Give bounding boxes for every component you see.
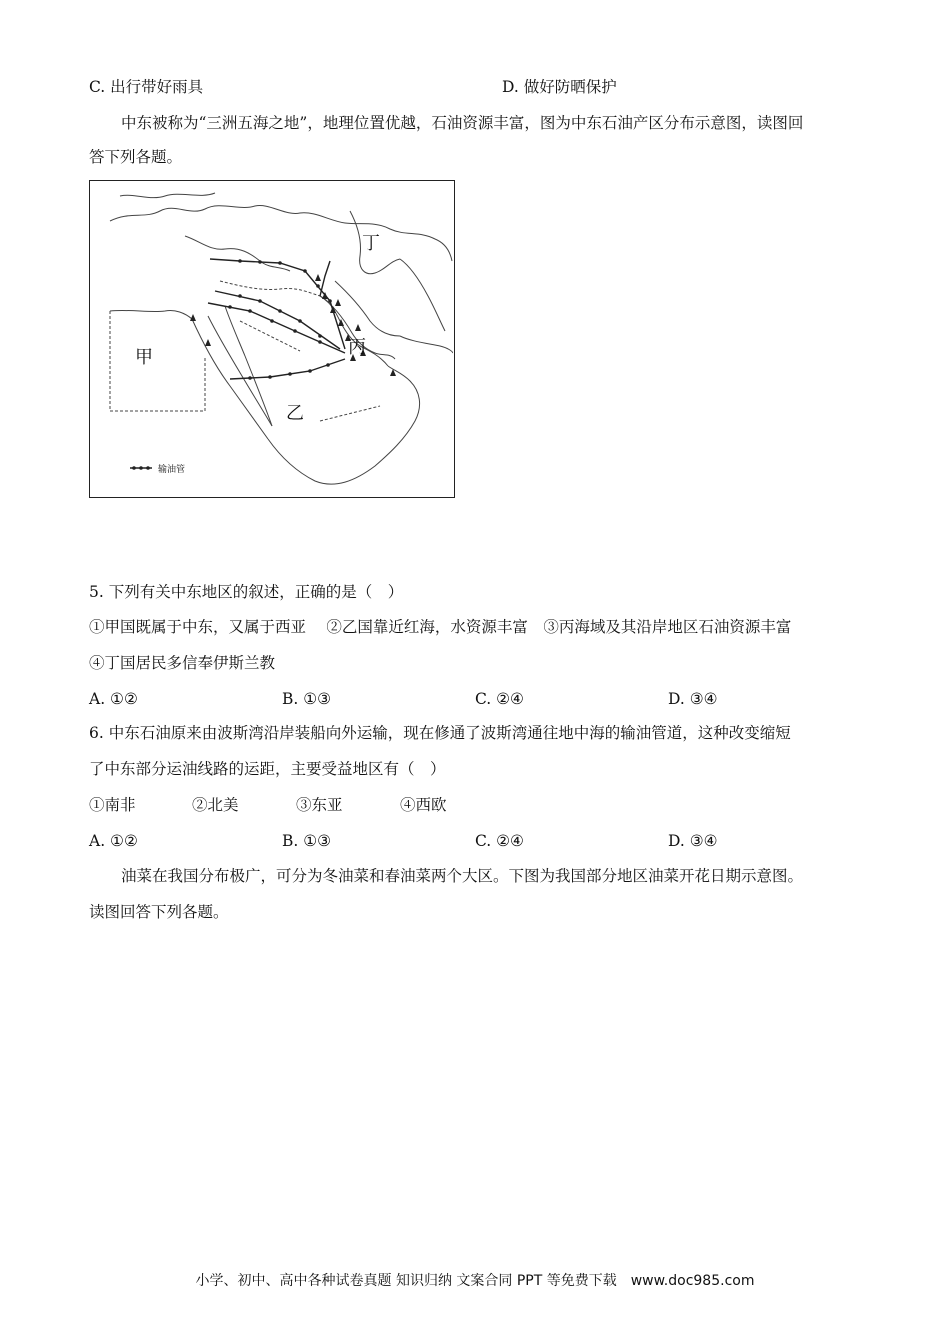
q5-option-b[interactable]: B. ①③: [282, 690, 332, 708]
region-jia-label: 甲: [135, 347, 153, 368]
region-yi-label: 乙: [286, 403, 304, 424]
page-footer: 小学、初中、高中各种试卷真题 知识归纳 文案合同 PPT 等免费下载 www.doc985.com: [195, 1273, 755, 1289]
q6-item-3: ③东亚: [296, 796, 343, 814]
intro2-line-2: 读图回答下列各题。: [89, 903, 229, 921]
q5-items-line-1: ①甲国既属于中东，又属于西亚 ②乙国靠近红海，水资源丰富 ③丙海域及其沿岸地区石油资源丰富: [89, 618, 792, 636]
q5-stem: 5. 下列有关中东地区的叙述，正确的是（ ）: [89, 583, 404, 601]
q6-option-b[interactable]: B. ①③: [282, 832, 332, 850]
q6-option-d[interactable]: D. ③④: [668, 832, 718, 850]
region-bing-label: 丙: [348, 337, 366, 358]
region-ding-label: 丁: [362, 233, 380, 254]
legend-label: 输油管: [158, 465, 186, 475]
intro2-line-1: 油菜在我国分布极广，可分为冬油菜和春油菜两个大区。下图为我国部分地区油菜开花日期示意图。: [121, 867, 804, 885]
pipeline-line-5: [320, 261, 330, 296]
pipeline-line-1: [210, 259, 345, 349]
q6-item-2: ②北美: [192, 796, 239, 814]
q6-option-a[interactable]: A. ①②: [89, 832, 138, 850]
q6-item-4: ④西欧: [400, 796, 447, 814]
q6-option-c[interactable]: C. ②④: [475, 832, 524, 850]
q5-items-line-2: ④丁国居民多信奉伊斯兰教: [89, 654, 276, 672]
map-drawing: [90, 181, 453, 496]
pipeline-line-3: [208, 303, 345, 353]
q6-item-1: ①南非: [89, 796, 136, 814]
q5-option-d[interactable]: D. ③④: [668, 690, 718, 708]
prev-option-c: C. 出行带好雨具: [89, 78, 204, 96]
intro-line-1: 中东被称为“三洲五海之地”，地理位置优越，石油资源丰富，图为中东石油产区分布示意图，读图回: [121, 114, 804, 132]
q6-stem-line-1: 6. 中东石油原来由波斯湾沿岸装船向外运输，现在修通了波斯湾通往地中海的输油管道，这种改变缩短: [89, 724, 791, 742]
q5-option-a[interactable]: A. ①②: [89, 690, 138, 708]
prev-option-d: D. 做好防晒保护: [502, 78, 617, 96]
intro-line-2: 答下列各题。: [89, 148, 183, 166]
q5-option-c[interactable]: C. ②④: [475, 690, 524, 708]
middle-east-oil-map: [89, 180, 455, 498]
q6-stem-line-2: 了中东部分运油线路的运距，主要受益地区有（ ）: [89, 760, 446, 778]
